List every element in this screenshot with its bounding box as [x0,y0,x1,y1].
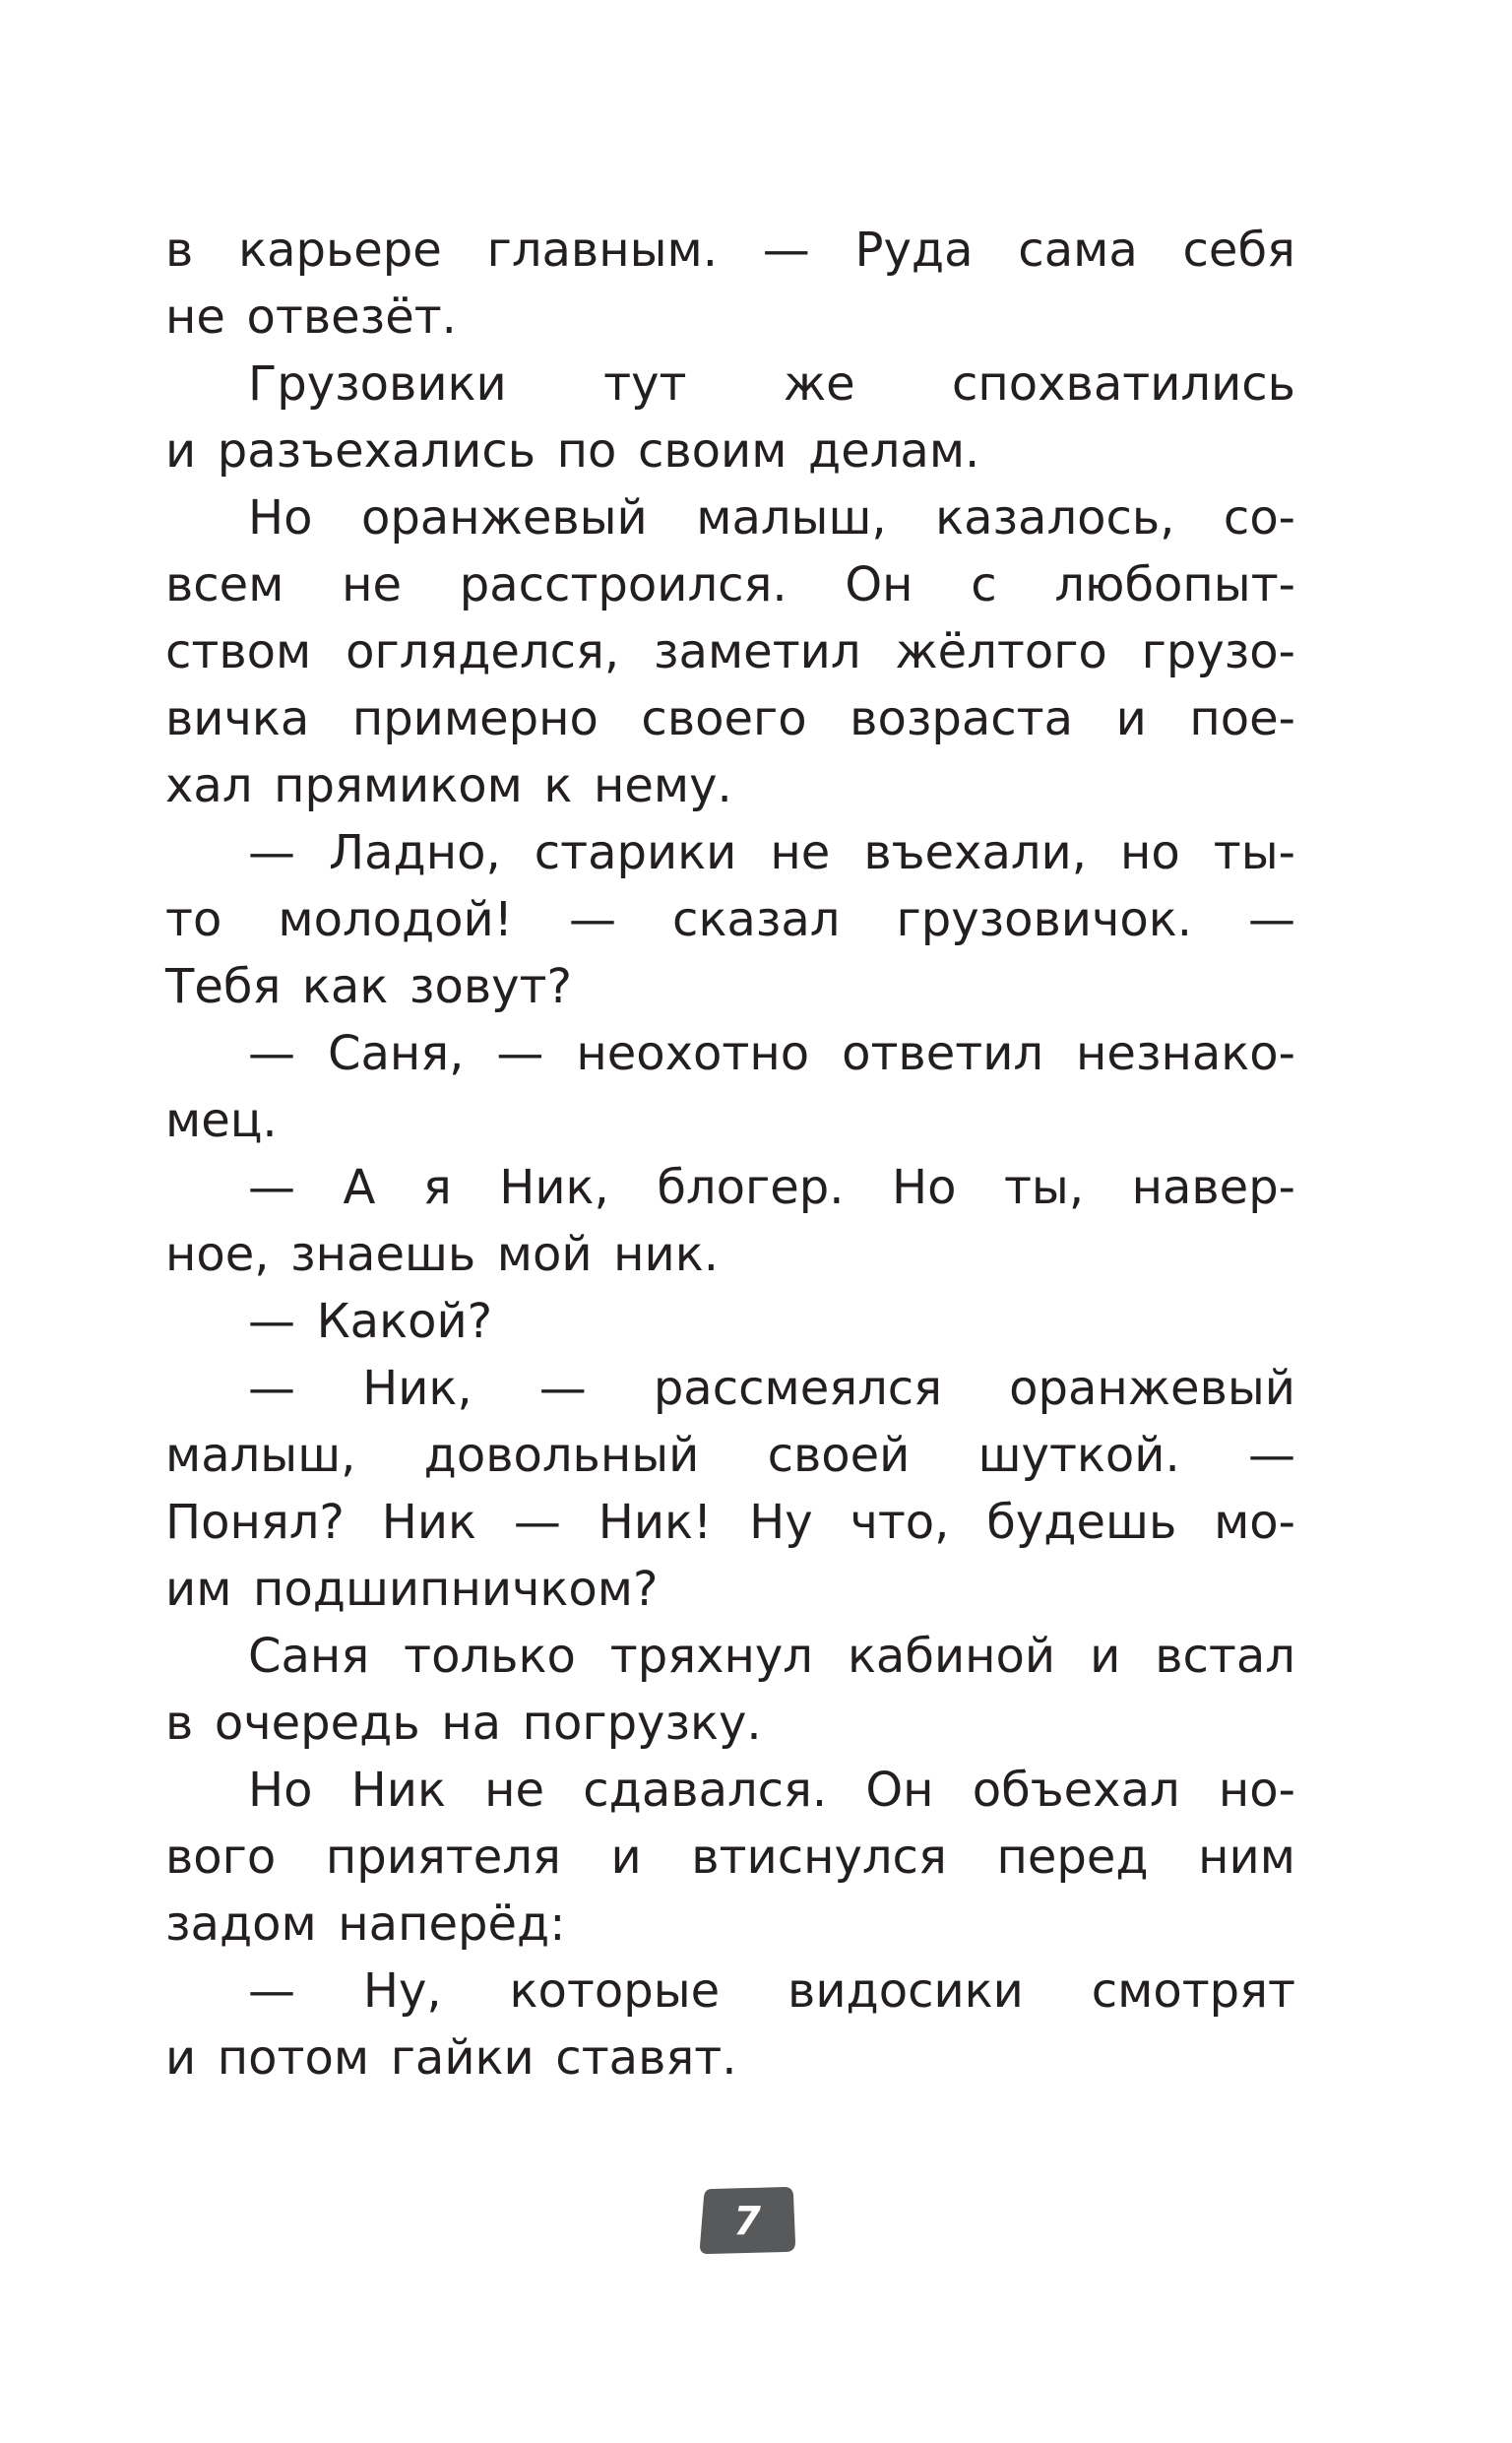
text-line: мец. [165,1093,278,1148]
text-line: то молодой! — сказал грузовичок. — [165,892,1295,947]
page-number-badge [698,2185,796,2256]
text-line: — Ну, которые видосики смотрят [248,1963,1295,2019]
text-line: вичка примерно своего возраста и пое- [165,691,1295,746]
text-line: и разъехались по своим делам. [165,423,980,479]
text-line: вого приятеля и втиснулся перед ним [165,1830,1295,1885]
text-line: в очередь на погрузку. [165,1696,762,1751]
text-line: и потом гайки ставят. [165,2030,737,2086]
text-line: Тебя как зовут? [165,959,572,1014]
text-line: Но оранжевый малыш, казалось, со- [248,490,1295,546]
text-line: Саня только тряхнул кабиной и встал [248,1629,1295,1684]
text-line: малыш, довольный своей шуткой. — [165,1428,1295,1483]
text-line: ством огляделся, заметил жёлтого грузо- [165,624,1295,679]
text-line: Но Ник не сдавался. Он объехал но- [248,1763,1295,1818]
text-line: в карьере главным. — Руда сама себя [165,223,1295,278]
text-line: — Какой? [248,1294,493,1349]
text-line: — Саня, — неохотно ответил незнако- [248,1026,1295,1081]
text-line: — Ник, — рассмеялся оранжевый [248,1361,1295,1416]
text-line: всем не расстроился. Он с любопыт- [165,557,1295,612]
page-number: 7 [733,2199,761,2244]
text-line: — А я Ник, блогер. Но ты, навер- [248,1160,1295,1215]
body-text [165,217,1295,2091]
text-line: Грузовики тут же спохватились [248,356,1295,412]
text-line: им подшипничком? [165,1562,659,1617]
text-line: не отвезёт. [165,289,457,345]
text-line: ное, знаешь мой ник. [165,1227,719,1282]
text-line: — Ладно, старики не въехали, но ты- [248,825,1295,880]
text-line: Понял? Ник — Ник! Ну что, будешь мо- [165,1495,1295,1550]
text-line: хал прямиком к нему. [165,758,732,813]
text-line: задом наперёд: [165,1897,566,1952]
